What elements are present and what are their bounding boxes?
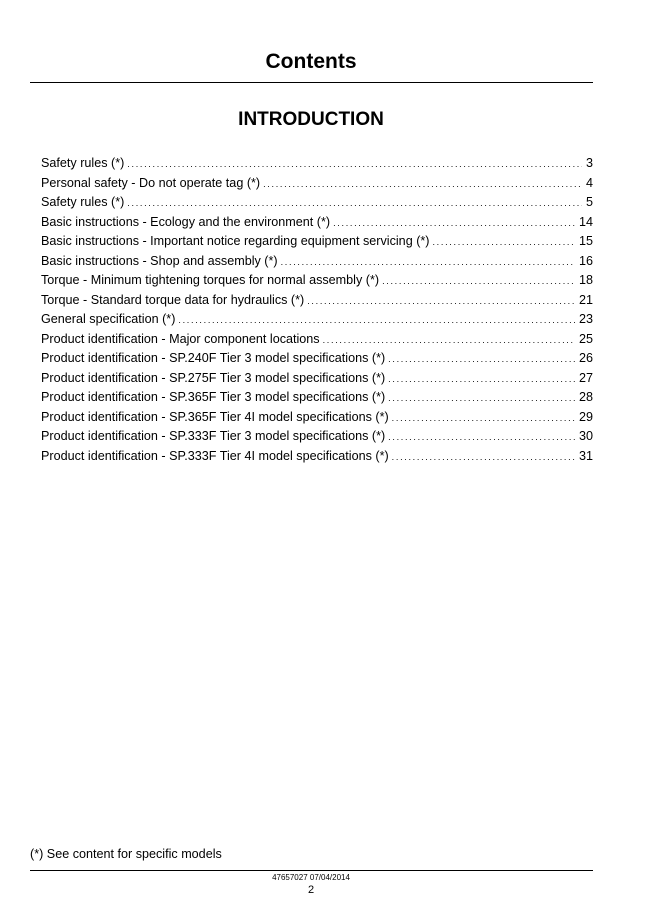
dot-leader <box>127 154 582 174</box>
toc-entry[interactable] <box>41 154 593 174</box>
document-reference: 47657027 07/04/2014 <box>272 873 350 882</box>
dot-leader <box>323 330 575 350</box>
dot-leader <box>382 271 575 291</box>
toc-entry[interactable] <box>41 447 593 467</box>
toc-entry[interactable] <box>41 252 593 272</box>
toc-entry[interactable] <box>41 388 593 408</box>
page-number: 2 <box>307 884 315 896</box>
dot-leader <box>392 408 575 428</box>
toc-entry-title: Product identification - SP.240F Tier 3 model specifications (*) <box>41 351 386 365</box>
toc-entry[interactable] <box>41 408 593 428</box>
toc-entry-page: 18 <box>578 273 593 287</box>
footnote: (*) See content for specific models <box>30 847 222 861</box>
dot-leader <box>392 447 575 467</box>
toc-entry-page: 4 <box>585 175 593 190</box>
toc-entry-title: Product identification - SP.365F Tier 4I model specifications (*) <box>41 409 389 424</box>
dot-leader <box>388 349 575 369</box>
toc-entry-page: 31 <box>578 448 593 463</box>
toc-entry[interactable] <box>41 291 593 311</box>
toc-entry-page: 5 <box>585 195 593 209</box>
toc-entry-page: 30 <box>578 429 593 443</box>
toc-entry-title: Torque - Minimum tightening torques for normal assembly (*) <box>41 273 380 287</box>
dot-leader <box>432 232 575 252</box>
dot-leader <box>307 291 575 311</box>
toc-entry[interactable] <box>41 349 593 369</box>
toc-entry-page: 28 <box>578 390 593 404</box>
toc-entry-title: Safety rules (*) <box>41 156 125 170</box>
toc-entry-page: 25 <box>578 331 593 346</box>
dot-leader <box>388 427 575 447</box>
toc-entry-page: 29 <box>578 409 593 424</box>
page-title: Contents <box>265 50 357 73</box>
toc-entry[interactable] <box>41 271 593 291</box>
dot-leader <box>388 369 575 389</box>
footer-divider <box>30 870 593 871</box>
toc-entry-title: Basic instructions - Shop and assembly (*) <box>41 253 278 268</box>
toc-entry-title: Safety rules (*) <box>41 195 125 209</box>
toc-entry-title: Product identification - SP.365F Tier 3 model specifications (*) <box>41 390 386 404</box>
dot-leader <box>333 213 575 233</box>
toc-entry-page: 26 <box>578 351 593 365</box>
toc-entry-page: 14 <box>578 214 593 229</box>
toc-entry-title: Torque - Standard torque data for hydraulics (*) <box>41 292 305 307</box>
toc-entry-page: 21 <box>578 292 593 307</box>
toc-entry[interactable] <box>41 427 593 447</box>
toc-entry-title: Basic instructions - Important notice regarding equipment servicing (*) <box>41 234 430 248</box>
section-title: INTRODUCTION <box>238 109 384 130</box>
toc-entry-title: Product identification - Major component locations <box>41 331 320 346</box>
toc-entry[interactable] <box>41 193 593 213</box>
dot-leader <box>127 193 582 213</box>
toc-entry-page: 15 <box>578 234 593 248</box>
table-of-contents <box>41 154 593 466</box>
toc-entry[interactable] <box>41 330 593 350</box>
toc-entry-page: 23 <box>578 312 593 326</box>
toc-entry-page: 3 <box>585 156 593 170</box>
toc-entry-title: Basic instructions - Ecology and the environment (*) <box>41 214 331 229</box>
dot-leader <box>263 174 582 194</box>
dot-leader <box>178 310 575 330</box>
toc-entry-page: 16 <box>578 253 593 268</box>
toc-entry-title: Product identification - SP.275F Tier 3 model specifications (*) <box>41 370 386 385</box>
toc-entry[interactable] <box>41 232 593 252</box>
toc-entry-title: Product identification - SP.333F Tier 4I model specifications (*) <box>41 448 389 463</box>
toc-entry-page: 27 <box>578 370 593 385</box>
toc-entry[interactable] <box>41 369 593 389</box>
dot-leader <box>388 388 575 408</box>
toc-entry[interactable] <box>41 174 593 194</box>
dot-leader <box>281 252 575 272</box>
toc-entry[interactable] <box>41 213 593 233</box>
toc-entry[interactable] <box>41 310 593 330</box>
toc-entry-title: Product identification - SP.333F Tier 3 model specifications (*) <box>41 429 386 443</box>
title-divider <box>30 82 593 83</box>
toc-entry-title: Personal safety - Do not operate tag (*) <box>41 175 261 190</box>
toc-entry-title: General specification (*) <box>41 312 176 326</box>
